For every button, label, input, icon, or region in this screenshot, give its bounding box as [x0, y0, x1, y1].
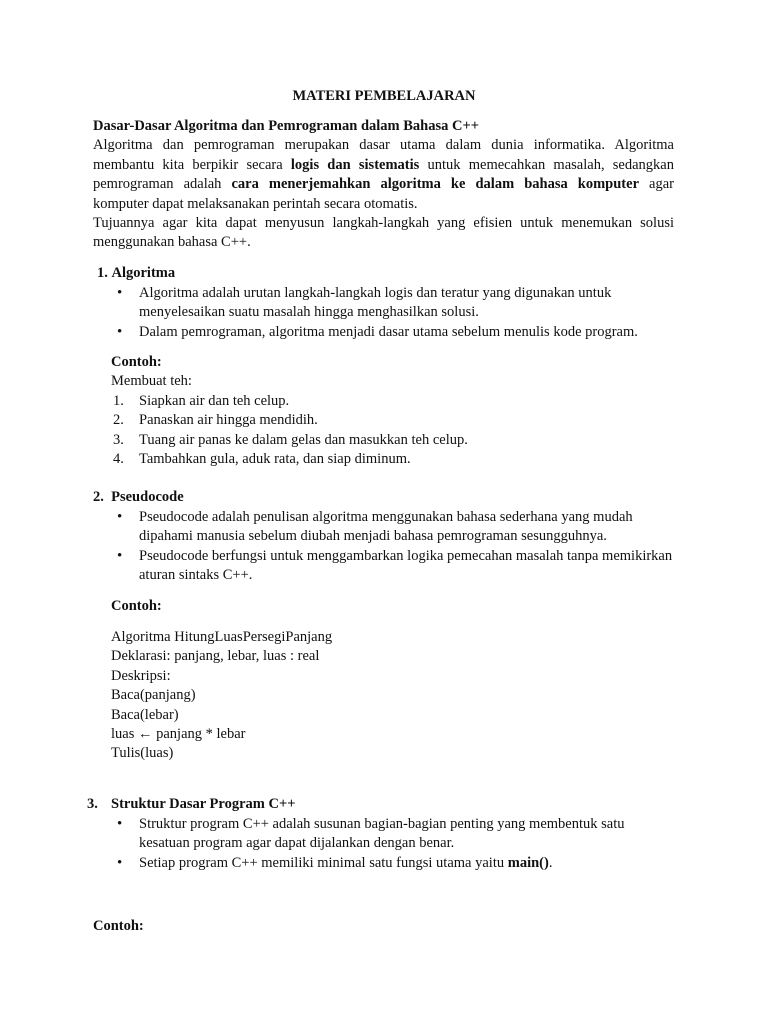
code-line: Tulis(luas)	[111, 745, 174, 762]
code-line: Baca(lebar)	[111, 706, 179, 723]
intro-paragraph-1	[93, 136, 674, 214]
code-line: Algoritma HitungLuasPersegiPanjang	[111, 629, 333, 645]
pseudocode-example	[111, 628, 671, 764]
step-text: Tuang air panas ke dalam gelas dan masukkan teh celup.	[139, 431, 468, 448]
step-text: Tambahkan gula, aduk rata, dan siap diminum.	[139, 451, 411, 468]
step-text: Panaskan air hingga mendidih.	[139, 412, 318, 429]
list-item: • Struktur program C++ adalah susunan bagian-bagian penting yang membentuk satu kesatuan program agar dapat dijalankan dengan benar.	[111, 815, 677, 854]
example-label: Contoh:	[111, 598, 162, 614]
bullet-text: .	[548, 854, 553, 871]
intro-text: untuk memecahkan masalah, sedangkan pemrograman adalah	[93, 156, 674, 193]
section-title: Pseudocode	[111, 489, 184, 505]
section-1-bullets	[111, 284, 677, 342]
example-label: Contoh:	[93, 918, 144, 934]
intro-heading: Dasar-Dasar Algoritma dan Pemrograman dalam Bahasa C++	[93, 118, 479, 134]
list-item: • Dalam pemrograman, algoritma menjadi dasar utama sebelum menulis kode program.	[111, 323, 677, 342]
section-number: 2.	[93, 489, 104, 505]
section-3-bullets	[111, 815, 677, 873]
intro-bold-text: cara menerjemahkan algoritma ke dalam bahasa komputer	[231, 176, 639, 193]
list-item: • Algoritma adalah urutan langkah-langkah logis dan teratur yang digunakan untuk menyelesaikan suatu masalah hingga menghasilkan solusi.	[111, 284, 677, 323]
example-steps	[111, 392, 677, 470]
code-line: Deklarasi: panjang, lebar, luas : real	[111, 648, 320, 665]
section-1-heading	[97, 264, 677, 283]
list-item	[111, 854, 677, 873]
step-number: 4.	[113, 451, 124, 468]
section-number	[87, 795, 98, 814]
step-text: Siapkan air dan teh celup.	[139, 393, 290, 409]
section-number: 1.	[97, 265, 108, 281]
example-label: Contoh:	[111, 354, 162, 370]
code-line: Baca(panjang)	[111, 687, 196, 704]
page-title: MATERI PEMBELAJARAN	[292, 88, 476, 104]
list-item	[111, 450, 677, 469]
code-line: Deskripsi:	[111, 667, 171, 684]
bullet-bold-text: main()	[507, 854, 549, 871]
list-item	[111, 431, 677, 450]
list-item	[111, 392, 677, 411]
section-number-text: 3.	[87, 796, 98, 812]
bullet-text: Setiap program C++ memiliki minimal satu fungsi utama yaitu	[139, 854, 508, 871]
intro-bold-text: logis dan sistematis	[290, 156, 420, 173]
example-intro: Membuat teh:	[111, 373, 192, 389]
list-item: • Pseudocode berfungsi untuk menggambarkan logika pemecahan masalah tanpa memikirkan aturan sintaks C++.	[111, 547, 677, 586]
section-2-heading	[93, 488, 673, 507]
intro-paragraph-2: Tujuannya agar kita dapat menyusun langkah-langkah yang efisien untuk menemukan solusi menggunakan bahasa C++.	[93, 215, 674, 251]
step-number: 1.	[113, 393, 124, 409]
intro-section	[93, 117, 674, 253]
section-2-bullets	[111, 508, 677, 586]
code-line: luas ← panjang * lebar	[111, 726, 246, 743]
list-item	[111, 411, 677, 430]
section-title: Struktur Dasar Program C++	[111, 796, 296, 812]
list-item: • Pseudocode adalah penulisan algoritma menggunakan bahasa sederhana yang mudah dipahami manusia sebelum diubah menjadi bahasa pemrograman sesungguhnya.	[111, 508, 677, 547]
step-number: 3.	[113, 431, 124, 448]
intro-text: agar komputer dapat melaksanakan perintah secara otomatis.	[93, 176, 675, 212]
step-number: 2.	[113, 412, 124, 429]
section-title: Algoritma	[111, 265, 176, 281]
intro-text: Algoritma dan pemrograman merupakan dasar utama dalam dunia informatika. Algoritma membantu kita berpikir secara	[93, 137, 674, 173]
